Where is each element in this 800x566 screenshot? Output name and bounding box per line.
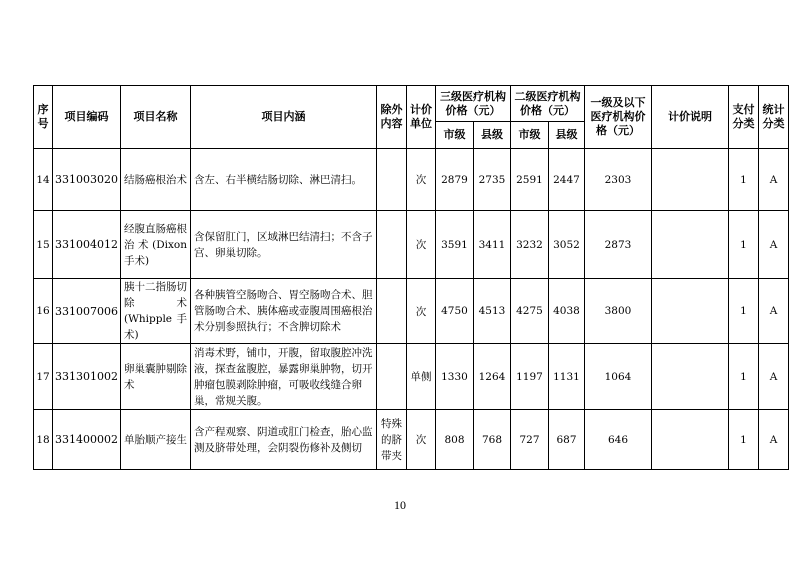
cell-code: 331003020 (53, 149, 121, 211)
cell-name: 胰十二指肠切除术(Whipple手术) (121, 279, 191, 344)
cell-tier1: 2873 (585, 211, 652, 279)
cell-note (652, 211, 729, 279)
cell-tier3-county: 768 (474, 410, 511, 470)
cell-tier3-city: 2879 (436, 149, 474, 211)
cell-unit: 次 (407, 410, 436, 470)
cell-tier1: 646 (585, 410, 652, 470)
table-row (34, 211, 789, 279)
cell-name: 卵巢囊肿剔除术 (121, 344, 191, 410)
cell-content: 各种胰管空肠吻合、胃空肠吻合术、胆管肠吻合术、胰体癌或壶腹周围癌根治术分别参照执行；不含脾切除术 (191, 279, 377, 344)
header-content: 项目内涵 (191, 86, 377, 149)
header-name: 项目名称 (121, 86, 191, 149)
cell-seq: 14 (34, 149, 53, 211)
cell-tier3-city: 4750 (436, 279, 474, 344)
cell-code: 331301002 (53, 344, 121, 410)
cell-content: 消毒术野，铺巾，开腹，留取腹腔冲洗液，探查盆腹腔，暴露卵巢肿物，切开肿瘤包膜剥除肿瘤，可吸收线缝合卵巢，常规关腹。 (191, 344, 377, 410)
cell-tier1: 2303 (585, 149, 652, 211)
cell-tier1: 3800 (585, 279, 652, 344)
header-unit: 计价单位 (407, 86, 436, 149)
cell-tier3-county: 3411 (474, 211, 511, 279)
price-table (33, 85, 789, 470)
header-stat: 统计分类 (759, 86, 789, 149)
cell-tier2-city: 4275 (511, 279, 549, 344)
cell-seq: 16 (34, 279, 53, 344)
cell-tier2-city: 2591 (511, 149, 549, 211)
header-note: 计价说明 (652, 86, 729, 149)
cell-stat: A (759, 149, 789, 211)
cell-code: 331004012 (53, 211, 121, 279)
table-row (34, 410, 789, 470)
cell-content: 含保留肛门，区域淋巴结清扫；不含子宫、卵巢切除。 (191, 211, 377, 279)
cell-tier2-city: 727 (511, 410, 549, 470)
header-seq: 序号 (34, 86, 53, 149)
cell-note (652, 344, 729, 410)
cell-note (652, 149, 729, 211)
cell-payment: 1 (729, 211, 759, 279)
cell-stat: A (759, 344, 789, 410)
cell-tier3-city: 808 (436, 410, 474, 470)
cell-excluded (377, 211, 407, 279)
header-tier2: 二级医疗机构价格（元） (511, 86, 585, 122)
header-excluded: 除外内容 (377, 86, 407, 149)
cell-note (652, 410, 729, 470)
table-row (34, 149, 789, 211)
cell-tier1: 1064 (585, 344, 652, 410)
cell-code: 331400002 (53, 410, 121, 470)
table-row (34, 279, 789, 344)
cell-tier2-city: 3232 (511, 211, 549, 279)
cell-unit: 次 (407, 279, 436, 344)
cell-excluded: 特殊的脐带夹 (377, 410, 407, 470)
cell-content: 含产程观察、阴道或肛门检查，胎心监测及脐带处理，会阴裂伤修补及侧切 (191, 410, 377, 470)
cell-excluded (377, 279, 407, 344)
header-tier3: 三级医疗机构价格（元） (436, 86, 511, 122)
header-payment: 支付分类 (729, 86, 759, 149)
cell-code: 331007006 (53, 279, 121, 344)
cell-seq: 15 (34, 211, 53, 279)
cell-tier3-county: 1264 (474, 344, 511, 410)
cell-tier2-county: 4038 (549, 279, 585, 344)
cell-payment: 1 (729, 279, 759, 344)
cell-stat: A (759, 279, 789, 344)
cell-name: 结肠癌根治术 (121, 149, 191, 211)
header-tier3-city: 市级 (436, 122, 474, 149)
page-number: 10 (394, 498, 406, 512)
cell-payment: 1 (729, 344, 759, 410)
cell-unit: 单侧 (407, 344, 436, 410)
cell-excluded (377, 149, 407, 211)
cell-note (652, 279, 729, 344)
cell-content: 含左、右半横结肠切除、淋巴清扫。 (191, 149, 377, 211)
cell-seq: 17 (34, 344, 53, 410)
cell-unit: 次 (407, 149, 436, 211)
cell-name: 经腹直肠癌根治术(Dixon手术) (121, 211, 191, 279)
cell-name: 单胎顺产接生 (121, 410, 191, 470)
cell-tier3-county: 4513 (474, 279, 511, 344)
cell-tier2-county: 2447 (549, 149, 585, 211)
header-tier1: 一级及以下医疗机构价格（元） (585, 86, 652, 149)
cell-tier2-county: 687 (549, 410, 585, 470)
cell-tier2-county: 1131 (549, 344, 585, 410)
cell-tier3-city: 3591 (436, 211, 474, 279)
table-row (34, 344, 789, 410)
cell-tier2-city: 1197 (511, 344, 549, 410)
cell-seq: 18 (34, 410, 53, 470)
cell-tier3-county: 2735 (474, 149, 511, 211)
cell-payment: 1 (729, 149, 759, 211)
cell-excluded (377, 344, 407, 410)
cell-unit: 次 (407, 211, 436, 279)
header-tier2-county: 县级 (549, 122, 585, 149)
cell-stat: A (759, 211, 789, 279)
cell-tier3-city: 1330 (436, 344, 474, 410)
header-tier2-city: 市级 (511, 122, 549, 149)
cell-payment: 1 (729, 410, 759, 470)
header-code: 项目编码 (53, 86, 121, 149)
cell-stat: A (759, 410, 789, 470)
header-tier3-county: 县级 (474, 122, 511, 149)
cell-tier2-county: 3052 (549, 211, 585, 279)
